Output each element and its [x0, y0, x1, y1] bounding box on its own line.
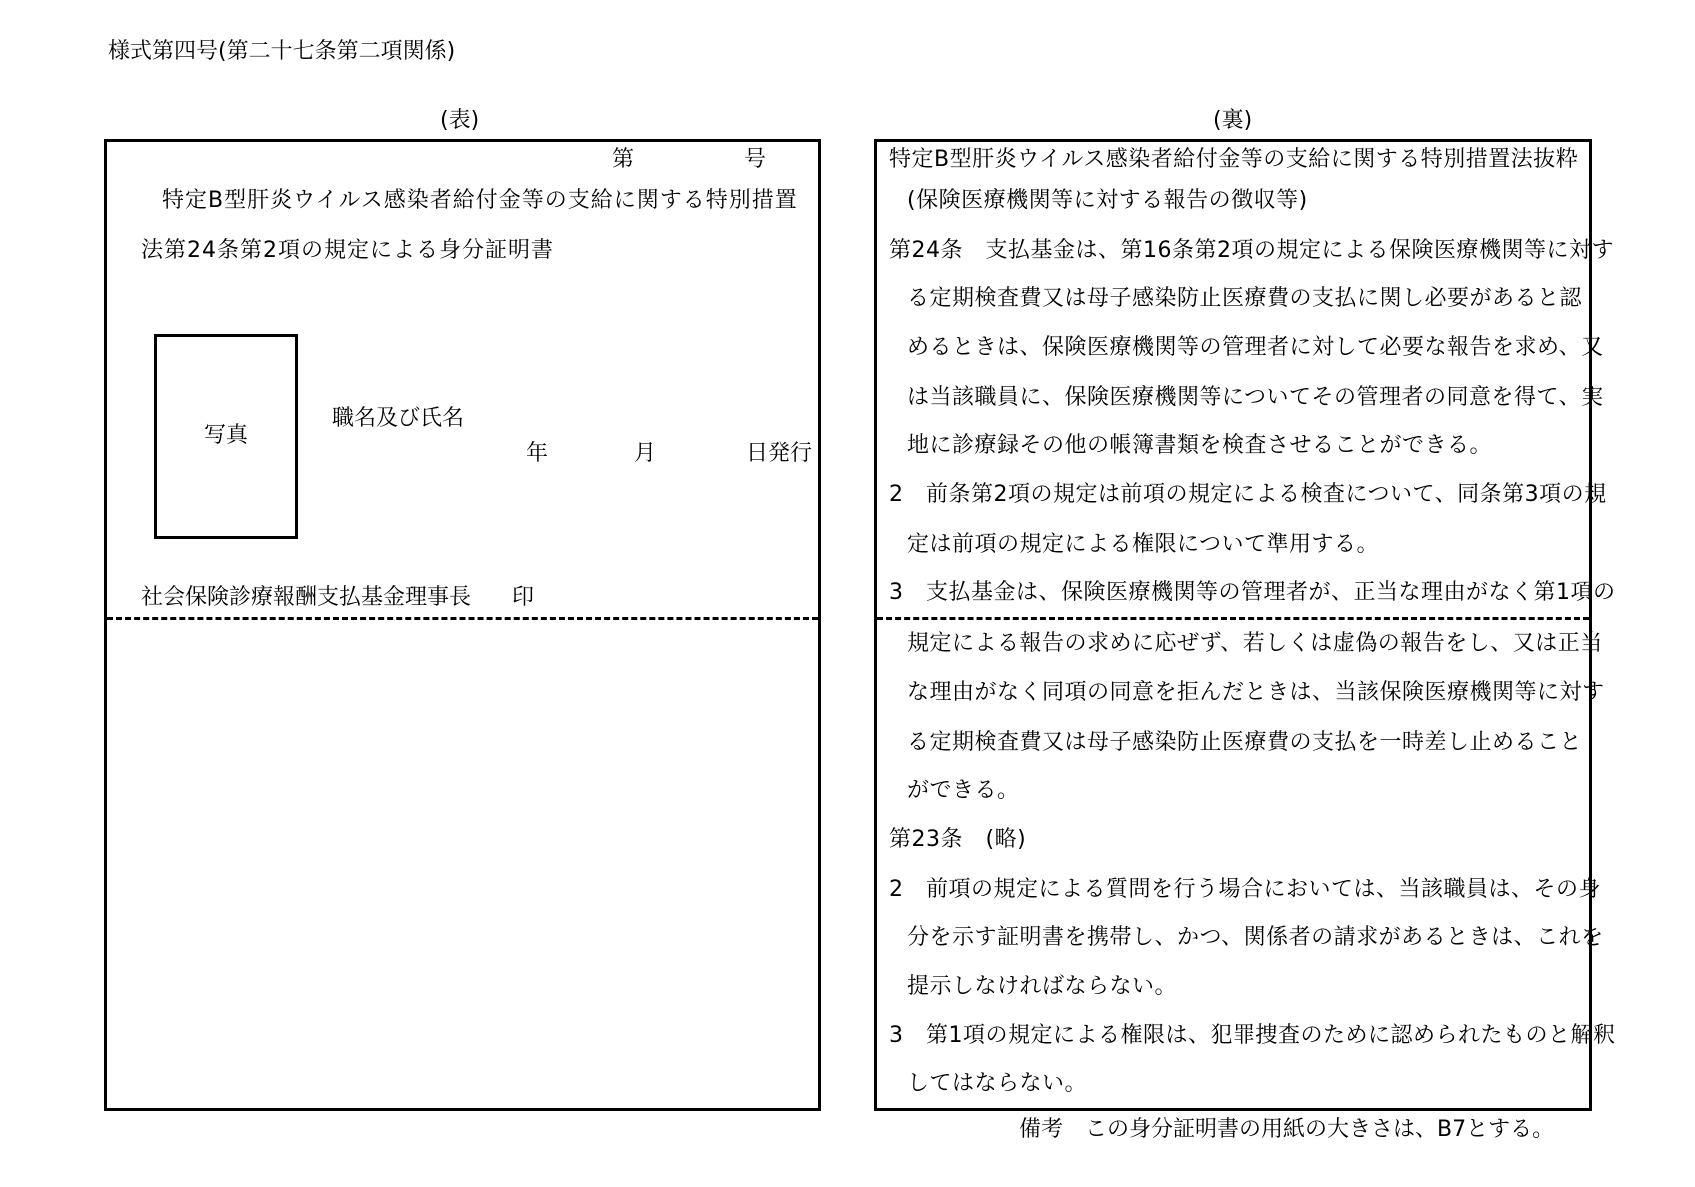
law-text-line: る定期検査費又は母子感染防止医療費の支払を一時差し止めること [907, 730, 1583, 755]
law-text-line: 分を示す証明書を携帯し、かつ、関係者の請求があるときは、これを [907, 925, 1604, 950]
day-issued-label: 日発行 [746, 441, 813, 466]
issuer-label: 社会保険診療報酬支払基金理事長 [141, 585, 472, 610]
front-card [104, 139, 821, 1111]
law-text-line: 3 第1項の規定による権限は、犯罪捜査のために認められたものと解釈 [889, 1023, 1616, 1048]
law-text-line: 提示しなければならない。 [907, 974, 1178, 999]
law-text-line: な理由がなく同項の同意を拒んだときは、当該保険医療機関等に対す [907, 680, 1605, 705]
card-title-line1: 特定B型肝炎ウイルス感染者給付金等の支給に関する特別措置 [162, 188, 798, 213]
month-label: 月 [634, 441, 657, 466]
law-text-line: 規定による報告の求めに応ぜず、若しくは虚偽の報告をし、又は正当 [907, 631, 1603, 656]
law-text-line: めるときは、保険医療機関等の管理者に対して必要な報告を求め、又 [907, 335, 1604, 360]
law-text-line: 定は前項の規定による権限について準用する。 [907, 532, 1380, 557]
card-title-line2: 法第24条第2項の規定による身分証明書 [141, 238, 554, 263]
law-text-line: 2 前項の規定による質問を行う場合においては、当該職員は、その身 [889, 877, 1601, 902]
fold-line-front [107, 617, 818, 620]
year-label: 年 [526, 441, 549, 466]
law-text-line: (保険医療機関等に対する報告の徴収等) [907, 188, 1308, 213]
law-text-line: 3 支払基金は、保険医療機関等の管理者が、正当な理由がなく第1項の [889, 580, 1616, 605]
form-title: 様式第四号(第二十七条第二項関係) [108, 39, 456, 64]
law-text-line: 特定B型肝炎ウイルス感染者給付金等の支給に関する特別措置法抜粋 [889, 147, 1579, 172]
number-suffix: 号 [744, 147, 767, 172]
law-text-line: 第23条 (略) [889, 827, 1027, 852]
fold-line-back [877, 617, 1589, 620]
law-text-line: ができる。 [907, 778, 1020, 803]
law-text-line: 第24条 支払基金は、第16条第2項の規定による保険医療機関等に対す [889, 238, 1614, 263]
back-card [874, 139, 1592, 1111]
law-text-line: してはならない。 [907, 1071, 1088, 1096]
law-text-line: 地に診療録その他の帳簿書類を検査させることができる。 [907, 433, 1493, 458]
seal-label: 印 [512, 585, 535, 610]
law-text-line: 2 前条第2項の規定は前項の規定による検査について、同条第3項の規 [889, 482, 1607, 507]
law-text-line: は当該職員に、保険医療機関等についてその管理者の同意を得て、実 [907, 385, 1604, 410]
front-label: (表) [440, 108, 480, 133]
back-label: (裏) [1213, 108, 1253, 133]
photo-label: 写真 [204, 423, 249, 448]
footer-note: 備考 この身分証明書の用紙の大きさは、B7とする。 [1019, 1117, 1555, 1142]
name-label: 職名及び氏名 [332, 406, 465, 431]
law-text-line: る定期検査費又は母子感染防止医療費の支払に関し必要があると認 [907, 286, 1583, 311]
number-prefix: 第 [612, 147, 635, 172]
